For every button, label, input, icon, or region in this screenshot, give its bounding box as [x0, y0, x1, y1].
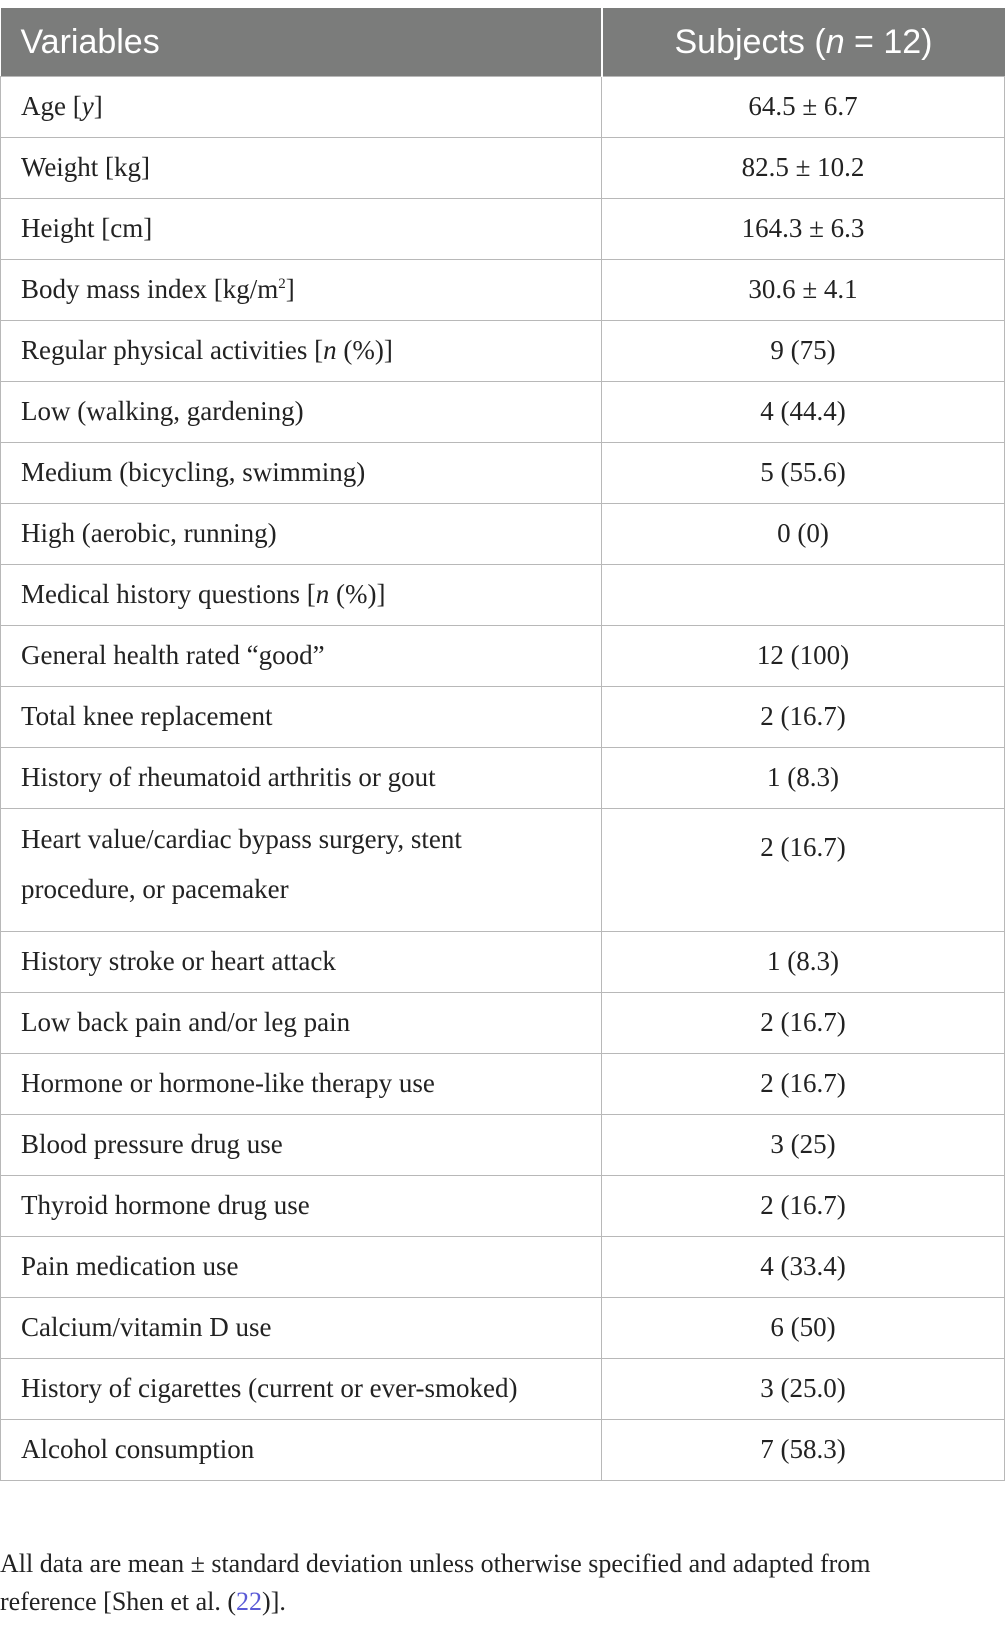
row-value: 64.5 ± 6.7	[602, 77, 1005, 138]
table-row	[1, 1054, 1005, 1115]
table-row	[1, 504, 1005, 565]
row-value: 3 (25)	[602, 1115, 1005, 1176]
table-row	[1, 1115, 1005, 1176]
row-value: 2 (16.7)	[602, 687, 1005, 748]
row-value: 6 (50)	[602, 1298, 1005, 1359]
row-label: General health rated “good”	[1, 626, 602, 687]
row-value: 2 (16.7)	[602, 809, 1005, 932]
row-label: Height [cm]	[1, 199, 602, 260]
row-value: 4 (44.4)	[602, 382, 1005, 443]
header-subjects-prefix: Subjects (	[674, 22, 826, 61]
row-label: Low (walking, gardening)	[1, 382, 602, 443]
row-label: Medical history questions [n (%)]	[1, 565, 602, 626]
row-label: Weight [kg]	[1, 138, 602, 199]
footnote-text-end: )].	[262, 1586, 286, 1616]
header-subjects-n: n	[825, 22, 845, 61]
table-row	[1, 809, 1005, 932]
row-value: 82.5 ± 10.2	[602, 138, 1005, 199]
row-label: Heart value/cardiac bypass surgery, stent procedure, or pacemaker	[1, 809, 602, 932]
table-row	[1, 626, 1005, 687]
row-label: History stroke or heart attack	[1, 932, 602, 993]
header-row	[1, 8, 1005, 77]
row-value: 2 (16.7)	[602, 993, 1005, 1054]
row-label: Medium (bicycling, swimming)	[1, 443, 602, 504]
table-row	[1, 932, 1005, 993]
row-label: Regular physical activities [n (%)]	[1, 321, 602, 382]
document	[0, 8, 1005, 1646]
table-body	[1, 77, 1005, 1481]
row-label: History of cigarettes (current or ever-smoked)	[1, 1359, 602, 1420]
row-value: 1 (8.3)	[602, 932, 1005, 993]
row-value: 2 (16.7)	[602, 1054, 1005, 1115]
row-value: 9 (75)	[602, 321, 1005, 382]
table-row	[1, 382, 1005, 443]
row-label: Age [y]	[1, 77, 602, 138]
row-value: 2 (16.7)	[602, 1176, 1005, 1237]
table-row	[1, 199, 1005, 260]
row-value: 5 (55.6)	[602, 443, 1005, 504]
row-label: Alcohol consumption	[1, 1420, 602, 1481]
row-value: 164.3 ± 6.3	[602, 199, 1005, 260]
table-row	[1, 260, 1005, 321]
table-row	[1, 1176, 1005, 1237]
table-row	[1, 1237, 1005, 1298]
row-label: Calcium/vitamin D use	[1, 1298, 602, 1359]
row-value: 30.6 ± 4.1	[602, 260, 1005, 321]
table-row	[1, 687, 1005, 748]
row-value: 1 (8.3)	[602, 748, 1005, 809]
header-variables: Variables	[1, 8, 602, 77]
row-label: Thyroid hormone drug use	[1, 1176, 602, 1237]
row-label: Blood pressure drug use	[1, 1115, 602, 1176]
row-label: Pain medication use	[1, 1237, 602, 1298]
table-header	[1, 8, 1005, 77]
table-row	[1, 565, 1005, 626]
table-row	[1, 1359, 1005, 1420]
row-value: 4 (33.4)	[602, 1237, 1005, 1298]
row-value: 3 (25.0)	[602, 1359, 1005, 1420]
row-label: History of rheumatoid arthritis or gout	[1, 748, 602, 809]
header-subjects-suffix: = 12)	[844, 22, 933, 61]
characteristics-table	[0, 8, 1005, 1481]
row-label: High (aerobic, running)	[1, 504, 602, 565]
row-label: Hormone or hormone-like therapy use	[1, 1054, 602, 1115]
row-value	[602, 565, 1005, 626]
table-row	[1, 1420, 1005, 1481]
table-row	[1, 77, 1005, 138]
header-subjects	[602, 8, 1005, 77]
table-row	[1, 993, 1005, 1054]
footnote-reference-link[interactable]: 22	[236, 1586, 263, 1616]
row-label: Body mass index $[kg/m^2]$	[1, 260, 602, 321]
row-value: 12 (100)	[602, 626, 1005, 687]
table-row	[1, 138, 1005, 199]
table-footnote	[0, 1545, 1005, 1620]
row-value: 7 (58.3)	[602, 1420, 1005, 1481]
table-row	[1, 321, 1005, 382]
row-value: 0 (0)	[602, 504, 1005, 565]
table-row	[1, 443, 1005, 504]
table-row	[1, 748, 1005, 809]
table-row	[1, 1298, 1005, 1359]
footnote-text: All data are mean ± standard deviation unless otherwise specified and adapted from reference [Shen et al. (	[0, 1549, 871, 1616]
row-label: Total knee replacement	[1, 687, 602, 748]
row-label: Low back pain and/or leg pain	[1, 993, 602, 1054]
